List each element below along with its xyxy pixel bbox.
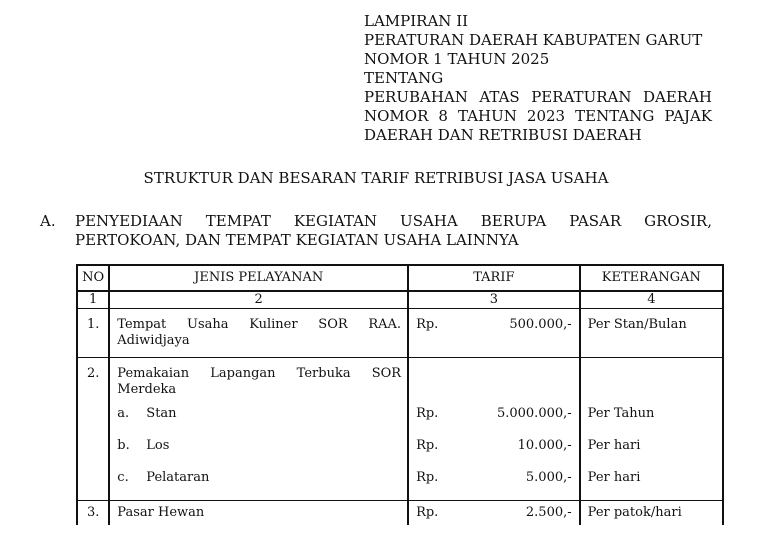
section-letter: A. — [40, 212, 56, 230]
sub-row — [77, 468, 723, 501]
sub-item-letter: b. — [117, 438, 130, 453]
row-number: 2. — [77, 358, 109, 405]
empty-cell — [77, 468, 109, 501]
service-name-line: Pemakaian Lapangan Terbuka SOR — [117, 366, 402, 381]
tariff-cell — [408, 404, 580, 436]
column-number-row — [77, 291, 723, 309]
section-title-line: PENYEDIAAN TEMPAT KEGIATAN USAHA BERUPA PASAR GROSIR, — [75, 212, 712, 230]
sub-item-label: Stan — [146, 406, 177, 421]
column-number: 1 — [77, 291, 109, 309]
table-row — [77, 501, 723, 526]
column-header-tarif: TARIF — [408, 265, 580, 291]
section-title — [75, 212, 712, 250]
service-name — [109, 358, 408, 405]
header-line: PERUBAHAN ATAS PERATURAN DAERAH — [364, 88, 712, 106]
document-title: STRUKTUR DAN BESARAN TARIF RETRIBUSI JASA USAHA — [143, 169, 609, 187]
tariff-cell — [408, 436, 580, 468]
tariff-table — [76, 264, 724, 525]
table-row — [77, 309, 723, 358]
header-line: LAMPIRAN II — [364, 12, 469, 30]
currency-label: Rp. — [416, 470, 439, 485]
service-name-line: Tempat Usaha Kuliner SOR RAA. — [117, 317, 402, 332]
row-number: 3. — [77, 501, 109, 526]
empty-cell — [77, 436, 109, 468]
column-header-no: NO — [77, 265, 109, 291]
empty-cell — [408, 358, 580, 405]
tariff-note: Per Tahun — [580, 404, 723, 436]
sub-row — [77, 404, 723, 436]
tariff-amount: 5.000,- — [525, 470, 572, 485]
empty-cell — [580, 358, 723, 405]
column-header-jenis: JENIS PELAYANAN — [109, 265, 408, 291]
column-number: 3 — [408, 291, 580, 309]
column-header-keterangan: KETERANGAN — [580, 265, 723, 291]
tariff-amount: 500.000,- — [509, 317, 572, 332]
tariff-note: Per Stan/Bulan — [580, 309, 723, 358]
column-number: 4 — [580, 291, 723, 309]
header-line: PERATURAN DAERAH KABUPATEN GARUT — [364, 31, 703, 49]
header-line: NOMOR 8 TAHUN 2023 TENTANG PAJAK — [364, 107, 712, 125]
sub-item-label: Los — [146, 438, 170, 453]
service-name-line: Merdeka — [117, 382, 177, 397]
tariff-cell — [408, 501, 580, 526]
header-line: TENTANG — [364, 69, 444, 87]
currency-label: Rp. — [416, 317, 439, 332]
tariff-note: Per hari — [580, 468, 723, 501]
row-number: 1. — [77, 309, 109, 358]
tariff-cell — [408, 309, 580, 358]
currency-label: Rp. — [416, 438, 439, 453]
tariff-cell — [408, 468, 580, 501]
column-number: 2 — [109, 291, 408, 309]
currency-label: Rp. — [416, 406, 439, 421]
tariff-note: Per patok/hari — [580, 501, 723, 526]
table-row — [77, 358, 723, 405]
header-line: NOMOR 1 TAHUN 2025 — [364, 50, 550, 68]
sub-row — [77, 436, 723, 468]
service-name-line: Adiwidjaya — [117, 333, 190, 348]
tariff-amount: 5.000.000,- — [496, 406, 572, 421]
sub-item — [109, 404, 408, 436]
empty-cell — [77, 404, 109, 436]
tariff-note: Per hari — [580, 436, 723, 468]
header-line: DAERAH DAN RETRIBUSI DAERAH — [364, 126, 642, 144]
sub-item — [109, 468, 408, 501]
sub-item — [109, 436, 408, 468]
sub-item-letter: c. — [117, 470, 129, 485]
sub-item-letter: a. — [117, 406, 130, 421]
service-name: Pasar Hewan — [109, 501, 408, 526]
section-title-line: PERTOKOAN, DAN TEMPAT KEGIATAN USAHA LAINNYA — [75, 231, 519, 249]
document-header — [364, 12, 712, 145]
currency-label: Rp. — [416, 505, 439, 520]
service-name — [109, 309, 408, 358]
sub-item-label: Pelataran — [146, 470, 210, 485]
tariff-amount: 10.000,- — [517, 438, 572, 453]
tariff-amount: 2.500,- — [525, 505, 572, 520]
table-header-row — [77, 265, 723, 291]
